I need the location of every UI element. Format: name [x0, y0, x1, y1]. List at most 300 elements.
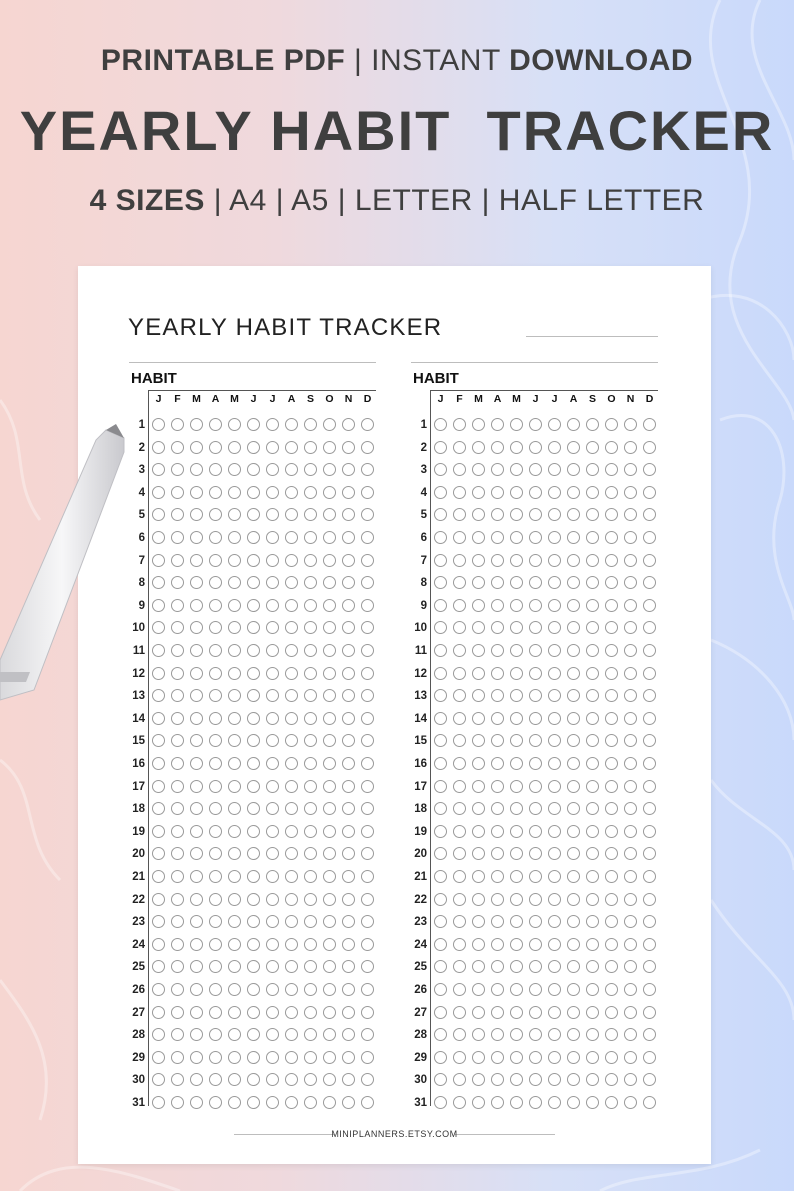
- habit-checkbox-circle[interactable]: [228, 915, 241, 928]
- habit-checkbox-circle[interactable]: [624, 757, 637, 770]
- habit-checkbox-circle[interactable]: [548, 486, 561, 499]
- habit-checkbox-circle[interactable]: [361, 1006, 374, 1019]
- habit-checkbox-circle[interactable]: [247, 576, 260, 589]
- habit-checkbox-circle[interactable]: [209, 1096, 222, 1109]
- habit-checkbox-circle[interactable]: [361, 621, 374, 634]
- habit-checkbox-circle[interactable]: [472, 1051, 485, 1064]
- habit-checkbox-circle[interactable]: [605, 1006, 618, 1019]
- habit-checkbox-circle[interactable]: [567, 599, 580, 612]
- habit-checkbox-circle[interactable]: [247, 712, 260, 725]
- habit-checkbox-circle[interactable]: [190, 576, 203, 589]
- habit-checkbox-circle[interactable]: [453, 418, 466, 431]
- habit-checkbox-circle[interactable]: [472, 463, 485, 476]
- habit-checkbox-circle[interactable]: [434, 915, 447, 928]
- habit-checkbox-circle[interactable]: [361, 938, 374, 951]
- habit-checkbox-circle[interactable]: [453, 508, 466, 521]
- habit-checkbox-circle[interactable]: [605, 441, 618, 454]
- habit-checkbox-circle[interactable]: [171, 960, 184, 973]
- habit-checkbox-circle[interactable]: [190, 554, 203, 567]
- habit-checkbox-circle[interactable]: [491, 938, 504, 951]
- habit-checkbox-circle[interactable]: [152, 893, 165, 906]
- habit-checkbox-circle[interactable]: [643, 621, 656, 634]
- habit-checkbox-circle[interactable]: [529, 644, 542, 657]
- habit-checkbox-circle[interactable]: [624, 847, 637, 860]
- habit-checkbox-circle[interactable]: [228, 554, 241, 567]
- habit-checkbox-circle[interactable]: [605, 734, 618, 747]
- habit-checkbox-circle[interactable]: [586, 621, 599, 634]
- habit-checkbox-circle[interactable]: [171, 576, 184, 589]
- habit-checkbox-circle[interactable]: [624, 780, 637, 793]
- habit-checkbox-circle[interactable]: [567, 938, 580, 951]
- habit-checkbox-circle[interactable]: [342, 508, 355, 521]
- habit-checkbox-circle[interactable]: [510, 870, 523, 883]
- habit-checkbox-circle[interactable]: [247, 870, 260, 883]
- habit-checkbox-circle[interactable]: [228, 1073, 241, 1086]
- habit-checkbox-circle[interactable]: [548, 554, 561, 567]
- habit-checkbox-circle[interactable]: [586, 960, 599, 973]
- habit-checkbox-circle[interactable]: [491, 508, 504, 521]
- habit-checkbox-circle[interactable]: [472, 599, 485, 612]
- habit-checkbox-circle[interactable]: [361, 734, 374, 747]
- habit-checkbox-circle[interactable]: [247, 915, 260, 928]
- habit-checkbox-circle[interactable]: [605, 1028, 618, 1041]
- habit-checkbox-circle[interactable]: [342, 418, 355, 431]
- habit-checkbox-circle[interactable]: [624, 441, 637, 454]
- habit-checkbox-circle[interactable]: [605, 757, 618, 770]
- habit-checkbox-circle[interactable]: [605, 508, 618, 521]
- habit-checkbox-circle[interactable]: [228, 644, 241, 657]
- habit-checkbox-circle[interactable]: [567, 847, 580, 860]
- habit-checkbox-circle[interactable]: [605, 667, 618, 680]
- habit-checkbox-circle[interactable]: [624, 531, 637, 544]
- habit-checkbox-circle[interactable]: [510, 486, 523, 499]
- habit-checkbox-circle[interactable]: [323, 531, 336, 544]
- habit-checkbox-circle[interactable]: [342, 463, 355, 476]
- habit-checkbox-circle[interactable]: [361, 576, 374, 589]
- habit-checkbox-circle[interactable]: [209, 463, 222, 476]
- habit-checkbox-circle[interactable]: [266, 1006, 279, 1019]
- habit-checkbox-circle[interactable]: [605, 983, 618, 996]
- habit-checkbox-circle[interactable]: [643, 780, 656, 793]
- habit-checkbox-circle[interactable]: [472, 644, 485, 657]
- habit-checkbox-circle[interactable]: [209, 938, 222, 951]
- habit-checkbox-circle[interactable]: [624, 667, 637, 680]
- habit-checkbox-circle[interactable]: [586, 531, 599, 544]
- habit-checkbox-circle[interactable]: [152, 689, 165, 702]
- habit-checkbox-circle[interactable]: [624, 802, 637, 815]
- habit-checkbox-circle[interactable]: [361, 825, 374, 838]
- habit-checkbox-circle[interactable]: [586, 734, 599, 747]
- habit-checkbox-circle[interactable]: [361, 486, 374, 499]
- habit-checkbox-circle[interactable]: [529, 576, 542, 589]
- habit-checkbox-circle[interactable]: [491, 667, 504, 680]
- habit-checkbox-circle[interactable]: [510, 915, 523, 928]
- habit-checkbox-circle[interactable]: [190, 486, 203, 499]
- habit-checkbox-circle[interactable]: [361, 1051, 374, 1064]
- habit-checkbox-circle[interactable]: [323, 1096, 336, 1109]
- habit-checkbox-circle[interactable]: [605, 1096, 618, 1109]
- habit-checkbox-circle[interactable]: [643, 531, 656, 544]
- habit-checkbox-circle[interactable]: [586, 667, 599, 680]
- habit-checkbox-circle[interactable]: [472, 1073, 485, 1086]
- habit-checkbox-circle[interactable]: [361, 463, 374, 476]
- habit-checkbox-circle[interactable]: [304, 1051, 317, 1064]
- habit-checkbox-circle[interactable]: [567, 486, 580, 499]
- habit-checkbox-circle[interactable]: [567, 1096, 580, 1109]
- habit-checkbox-circle[interactable]: [228, 599, 241, 612]
- habit-checkbox-circle[interactable]: [605, 621, 618, 634]
- habit-checkbox-circle[interactable]: [285, 1073, 298, 1086]
- habit-checkbox-circle[interactable]: [567, 960, 580, 973]
- habit-checkbox-circle[interactable]: [209, 825, 222, 838]
- habit-checkbox-circle[interactable]: [510, 1028, 523, 1041]
- habit-checkbox-circle[interactable]: [586, 1006, 599, 1019]
- habit-checkbox-circle[interactable]: [624, 825, 637, 838]
- habit-checkbox-circle[interactable]: [605, 960, 618, 973]
- habit-checkbox-circle[interactable]: [171, 983, 184, 996]
- habit-checkbox-circle[interactable]: [529, 441, 542, 454]
- habit-checkbox-circle[interactable]: [434, 780, 447, 793]
- habit-checkbox-circle[interactable]: [567, 1051, 580, 1064]
- habit-checkbox-circle[interactable]: [228, 1028, 241, 1041]
- habit-checkbox-circle[interactable]: [304, 870, 317, 883]
- habit-checkbox-circle[interactable]: [491, 576, 504, 589]
- habit-checkbox-circle[interactable]: [586, 1051, 599, 1064]
- habit-checkbox-circle[interactable]: [304, 418, 317, 431]
- habit-checkbox-circle[interactable]: [434, 621, 447, 634]
- habit-checkbox-circle[interactable]: [304, 576, 317, 589]
- habit-checkbox-circle[interactable]: [285, 780, 298, 793]
- habit-checkbox-circle[interactable]: [171, 508, 184, 521]
- habit-checkbox-circle[interactable]: [434, 576, 447, 589]
- habit-checkbox-circle[interactable]: [266, 1028, 279, 1041]
- habit-checkbox-circle[interactable]: [361, 915, 374, 928]
- habit-checkbox-circle[interactable]: [209, 757, 222, 770]
- habit-checkbox-circle[interactable]: [342, 1051, 355, 1064]
- habit-checkbox-circle[interactable]: [247, 960, 260, 973]
- habit-checkbox-circle[interactable]: [510, 689, 523, 702]
- habit-checkbox-circle[interactable]: [266, 1051, 279, 1064]
- habit-checkbox-circle[interactable]: [624, 599, 637, 612]
- habit-checkbox-circle[interactable]: [624, 554, 637, 567]
- habit-checkbox-circle[interactable]: [266, 599, 279, 612]
- habit-checkbox-circle[interactable]: [605, 576, 618, 589]
- habit-checkbox-circle[interactable]: [548, 644, 561, 657]
- habit-checkbox-circle[interactable]: [209, 418, 222, 431]
- habit-checkbox-circle[interactable]: [285, 418, 298, 431]
- habit-checkbox-circle[interactable]: [548, 1073, 561, 1086]
- habit-checkbox-circle[interactable]: [434, 418, 447, 431]
- habit-checkbox-circle[interactable]: [190, 463, 203, 476]
- habit-checkbox-circle[interactable]: [342, 757, 355, 770]
- habit-checkbox-circle[interactable]: [323, 1006, 336, 1019]
- habit-checkbox-circle[interactable]: [624, 1006, 637, 1019]
- habit-checkbox-circle[interactable]: [548, 757, 561, 770]
- habit-checkbox-circle[interactable]: [453, 667, 466, 680]
- habit-checkbox-circle[interactable]: [605, 486, 618, 499]
- habit-checkbox-circle[interactable]: [190, 667, 203, 680]
- habit-checkbox-circle[interactable]: [247, 486, 260, 499]
- habit-checkbox-circle[interactable]: [190, 870, 203, 883]
- habit-checkbox-circle[interactable]: [567, 825, 580, 838]
- habit-checkbox-circle[interactable]: [434, 825, 447, 838]
- habit-checkbox-circle[interactable]: [342, 1028, 355, 1041]
- habit-checkbox-circle[interactable]: [209, 1073, 222, 1086]
- habit-checkbox-circle[interactable]: [209, 554, 222, 567]
- habit-checkbox-circle[interactable]: [491, 621, 504, 634]
- habit-checkbox-circle[interactable]: [643, 644, 656, 657]
- habit-checkbox-circle[interactable]: [342, 1006, 355, 1019]
- habit-checkbox-circle[interactable]: [491, 1096, 504, 1109]
- habit-checkbox-circle[interactable]: [548, 915, 561, 928]
- habit-checkbox-circle[interactable]: [228, 802, 241, 815]
- habit-checkbox-circle[interactable]: [605, 712, 618, 725]
- habit-checkbox-circle[interactable]: [510, 780, 523, 793]
- habit-checkbox-circle[interactable]: [491, 802, 504, 815]
- habit-checkbox-circle[interactable]: [228, 508, 241, 521]
- habit-checkbox-circle[interactable]: [624, 1028, 637, 1041]
- habit-checkbox-circle[interactable]: [624, 621, 637, 634]
- habit-checkbox-circle[interactable]: [361, 667, 374, 680]
- habit-checkbox-circle[interactable]: [228, 441, 241, 454]
- habit-checkbox-circle[interactable]: [605, 893, 618, 906]
- habit-checkbox-circle[interactable]: [491, 1006, 504, 1019]
- habit-checkbox-circle[interactable]: [529, 621, 542, 634]
- habit-checkbox-circle[interactable]: [342, 576, 355, 589]
- habit-checkbox-circle[interactable]: [491, 825, 504, 838]
- habit-checkbox-circle[interactable]: [285, 667, 298, 680]
- habit-checkbox-circle[interactable]: [548, 1051, 561, 1064]
- habit-checkbox-circle[interactable]: [266, 734, 279, 747]
- habit-checkbox-circle[interactable]: [529, 780, 542, 793]
- habit-checkbox-circle[interactable]: [361, 554, 374, 567]
- habit-checkbox-circle[interactable]: [342, 689, 355, 702]
- habit-checkbox-circle[interactable]: [361, 689, 374, 702]
- habit-checkbox-circle[interactable]: [548, 847, 561, 860]
- habit-checkbox-circle[interactable]: [228, 734, 241, 747]
- habit-checkbox-circle[interactable]: [453, 757, 466, 770]
- habit-checkbox-circle[interactable]: [342, 983, 355, 996]
- habit-checkbox-circle[interactable]: [643, 915, 656, 928]
- habit-checkbox-circle[interactable]: [171, 780, 184, 793]
- habit-checkbox-circle[interactable]: [605, 915, 618, 928]
- habit-checkbox-circle[interactable]: [605, 1051, 618, 1064]
- habit-checkbox-circle[interactable]: [190, 441, 203, 454]
- habit-checkbox-circle[interactable]: [152, 915, 165, 928]
- habit-checkbox-circle[interactable]: [209, 689, 222, 702]
- habit-checkbox-circle[interactable]: [529, 893, 542, 906]
- habit-checkbox-circle[interactable]: [472, 893, 485, 906]
- habit-checkbox-circle[interactable]: [323, 802, 336, 815]
- habit-checkbox-circle[interactable]: [529, 1006, 542, 1019]
- habit-checkbox-circle[interactable]: [152, 1051, 165, 1064]
- habit-checkbox-circle[interactable]: [247, 1051, 260, 1064]
- habit-checkbox-circle[interactable]: [453, 847, 466, 860]
- habit-checkbox-circle[interactable]: [510, 802, 523, 815]
- habit-checkbox-circle[interactable]: [342, 825, 355, 838]
- habit-checkbox-circle[interactable]: [510, 644, 523, 657]
- habit-checkbox-circle[interactable]: [342, 847, 355, 860]
- habit-checkbox-circle[interactable]: [285, 825, 298, 838]
- habit-checkbox-circle[interactable]: [567, 554, 580, 567]
- habit-checkbox-circle[interactable]: [152, 441, 165, 454]
- habit-checkbox-circle[interactable]: [548, 531, 561, 544]
- habit-checkbox-circle[interactable]: [434, 757, 447, 770]
- habit-checkbox-circle[interactable]: [171, 644, 184, 657]
- habit-checkbox-circle[interactable]: [491, 441, 504, 454]
- habit-checkbox-circle[interactable]: [285, 441, 298, 454]
- habit-checkbox-circle[interactable]: [510, 757, 523, 770]
- habit-checkbox-circle[interactable]: [434, 1028, 447, 1041]
- habit-checkbox-circle[interactable]: [586, 802, 599, 815]
- habit-checkbox-circle[interactable]: [342, 734, 355, 747]
- habit-checkbox-circle[interactable]: [529, 599, 542, 612]
- habit-checkbox-circle[interactable]: [605, 938, 618, 951]
- habit-checkbox-circle[interactable]: [152, 870, 165, 883]
- habit-checkbox-circle[interactable]: [228, 418, 241, 431]
- habit-checkbox-circle[interactable]: [529, 938, 542, 951]
- habit-checkbox-circle[interactable]: [624, 508, 637, 521]
- habit-checkbox-circle[interactable]: [453, 870, 466, 883]
- habit-checkbox-circle[interactable]: [567, 418, 580, 431]
- habit-checkbox-circle[interactable]: [285, 915, 298, 928]
- habit-checkbox-circle[interactable]: [171, 599, 184, 612]
- habit-checkbox-circle[interactable]: [323, 1028, 336, 1041]
- habit-checkbox-circle[interactable]: [323, 960, 336, 973]
- habit-checkbox-circle[interactable]: [323, 757, 336, 770]
- habit-checkbox-circle[interactable]: [472, 870, 485, 883]
- habit-checkbox-circle[interactable]: [323, 644, 336, 657]
- habit-checkbox-circle[interactable]: [228, 463, 241, 476]
- habit-checkbox-circle[interactable]: [586, 418, 599, 431]
- habit-checkbox-circle[interactable]: [266, 983, 279, 996]
- habit-checkbox-circle[interactable]: [548, 870, 561, 883]
- habit-checkbox-circle[interactable]: [190, 757, 203, 770]
- habit-checkbox-circle[interactable]: [434, 689, 447, 702]
- habit-checkbox-circle[interactable]: [491, 1028, 504, 1041]
- habit-checkbox-circle[interactable]: [491, 712, 504, 725]
- habit-checkbox-circle[interactable]: [643, 463, 656, 476]
- habit-checkbox-circle[interactable]: [491, 1073, 504, 1086]
- habit-checkbox-circle[interactable]: [453, 712, 466, 725]
- habit-checkbox-circle[interactable]: [491, 531, 504, 544]
- habit-checkbox-circle[interactable]: [548, 825, 561, 838]
- habit-checkbox-circle[interactable]: [209, 734, 222, 747]
- habit-checkbox-circle[interactable]: [171, 802, 184, 815]
- habit-checkbox-circle[interactable]: [361, 508, 374, 521]
- habit-checkbox-circle[interactable]: [453, 1096, 466, 1109]
- habit-checkbox-circle[interactable]: [209, 712, 222, 725]
- habit-checkbox-circle[interactable]: [247, 689, 260, 702]
- habit-checkbox-circle[interactable]: [152, 576, 165, 589]
- habit-checkbox-circle[interactable]: [209, 621, 222, 634]
- habit-checkbox-circle[interactable]: [190, 1051, 203, 1064]
- habit-checkbox-circle[interactable]: [361, 1028, 374, 1041]
- habit-checkbox-circle[interactable]: [586, 893, 599, 906]
- habit-checkbox-circle[interactable]: [209, 893, 222, 906]
- habit-checkbox-circle[interactable]: [285, 1028, 298, 1041]
- habit-checkbox-circle[interactable]: [171, 1006, 184, 1019]
- habit-checkbox-circle[interactable]: [152, 418, 165, 431]
- habit-checkbox-circle[interactable]: [453, 893, 466, 906]
- habit-checkbox-circle[interactable]: [285, 712, 298, 725]
- habit-checkbox-circle[interactable]: [247, 621, 260, 634]
- habit-checkbox-circle[interactable]: [529, 915, 542, 928]
- habit-checkbox-circle[interactable]: [548, 667, 561, 680]
- habit-checkbox-circle[interactable]: [190, 712, 203, 725]
- habit-checkbox-circle[interactable]: [510, 621, 523, 634]
- habit-checkbox-circle[interactable]: [472, 938, 485, 951]
- habit-checkbox-circle[interactable]: [247, 802, 260, 815]
- habit-checkbox-circle[interactable]: [472, 734, 485, 747]
- habit-checkbox-circle[interactable]: [643, 802, 656, 815]
- habit-checkbox-circle[interactable]: [567, 780, 580, 793]
- habit-checkbox-circle[interactable]: [567, 621, 580, 634]
- habit-checkbox-circle[interactable]: [434, 644, 447, 657]
- habit-checkbox-circle[interactable]: [453, 599, 466, 612]
- habit-checkbox-circle[interactable]: [605, 418, 618, 431]
- habit-checkbox-circle[interactable]: [171, 847, 184, 860]
- habit-checkbox-circle[interactable]: [323, 1051, 336, 1064]
- habit-checkbox-circle[interactable]: [586, 825, 599, 838]
- habit-checkbox-circle[interactable]: [152, 802, 165, 815]
- habit-checkbox-circle[interactable]: [361, 531, 374, 544]
- habit-checkbox-circle[interactable]: [285, 621, 298, 634]
- habit-checkbox-circle[interactable]: [510, 531, 523, 544]
- habit-checkbox-circle[interactable]: [152, 780, 165, 793]
- habit-checkbox-circle[interactable]: [304, 780, 317, 793]
- habit-checkbox-circle[interactable]: [190, 915, 203, 928]
- habit-checkbox-circle[interactable]: [190, 644, 203, 657]
- habit-checkbox-circle[interactable]: [304, 847, 317, 860]
- habit-checkbox-circle[interactable]: [567, 689, 580, 702]
- habit-checkbox-circle[interactable]: [342, 441, 355, 454]
- habit-checkbox-circle[interactable]: [228, 870, 241, 883]
- habit-checkbox-circle[interactable]: [472, 667, 485, 680]
- habit-checkbox-circle[interactable]: [266, 441, 279, 454]
- habit-checkbox-circle[interactable]: [548, 463, 561, 476]
- habit-checkbox-circle[interactable]: [529, 870, 542, 883]
- habit-checkbox-circle[interactable]: [323, 915, 336, 928]
- habit-checkbox-circle[interactable]: [152, 508, 165, 521]
- habit-checkbox-circle[interactable]: [586, 689, 599, 702]
- habit-checkbox-circle[interactable]: [605, 554, 618, 567]
- habit-checkbox-circle[interactable]: [453, 1073, 466, 1086]
- habit-checkbox-circle[interactable]: [643, 893, 656, 906]
- habit-checkbox-circle[interactable]: [510, 825, 523, 838]
- habit-checkbox-circle[interactable]: [567, 915, 580, 928]
- habit-checkbox-circle[interactable]: [529, 847, 542, 860]
- habit-checkbox-circle[interactable]: [624, 938, 637, 951]
- habit-checkbox-circle[interactable]: [304, 667, 317, 680]
- habit-checkbox-circle[interactable]: [171, 486, 184, 499]
- habit-checkbox-circle[interactable]: [567, 734, 580, 747]
- habit-checkbox-circle[interactable]: [152, 734, 165, 747]
- habit-checkbox-circle[interactable]: [171, 689, 184, 702]
- habit-checkbox-circle[interactable]: [624, 1073, 637, 1086]
- habit-checkbox-circle[interactable]: [453, 644, 466, 657]
- habit-checkbox-circle[interactable]: [605, 847, 618, 860]
- habit-checkbox-circle[interactable]: [323, 418, 336, 431]
- habit-checkbox-circle[interactable]: [285, 1006, 298, 1019]
- habit-checkbox-circle[interactable]: [643, 847, 656, 860]
- habit-checkbox-circle[interactable]: [548, 418, 561, 431]
- habit-checkbox-circle[interactable]: [548, 802, 561, 815]
- habit-checkbox-circle[interactable]: [323, 441, 336, 454]
- habit-checkbox-circle[interactable]: [323, 667, 336, 680]
- habit-checkbox-circle[interactable]: [171, 893, 184, 906]
- habit-checkbox-circle[interactable]: [304, 508, 317, 521]
